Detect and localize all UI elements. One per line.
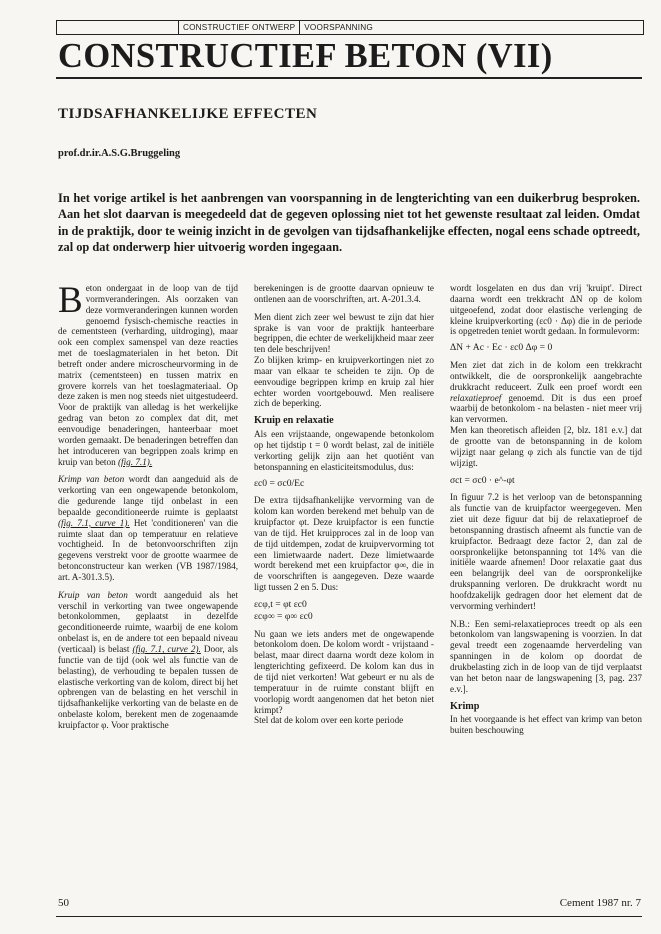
paragraph: De extra tijdsafhankelijke vervorming van de kolom kan worden berekend met behulp van de kruipfactor φt. Deze kruipfactor is een functie van de tijd. Het kruipproces zal in de loop van de tijd uitdempen, zodat de kruipvervorming tot een limietwaarde nadert. Deze limietwaarde wordt berekend met een kruipfactor φ∞, die in de voorschriften is aangegeven. Deze waarde ligt tussen 2 en 5. Dus: [254, 495, 434, 593]
paragraph: Men dient zich zeer wel bewust te zijn dat hier sprake is van voor de praktijk hanteerbare begrippen, die echter de werkelijkheid maar zeer ten dele beschrijven! [254, 311, 434, 355]
kruip-paragraph [58, 590, 238, 731]
section-heading-kruip-en-relaxatie: Kruip en relaxatie [254, 415, 334, 427]
paragraph: In figuur 7.2 is het verloop van de betonspanning als functie van de kruipfactor weergegeven. Men ziet uit deze figuur dat bij de relaxatieproef de betonspanning drastisch afneemt als functie van de kruipfactor. Bedraagt deze factor 2, dan zal de oorspronkelijke betonspanning tot 14% van die initiële waarde afnemen! Door relaxatie gaat dus een belangrijk deel van de oorspronkelijke drukspanning verloren. De drukkracht wordt nu hoofdzakelijk gedragen door het element dat de vervorming verhindert! [450, 492, 642, 611]
text-column-2 [254, 283, 434, 733]
figure-reference: (fig. 7.1, curve 2). [132, 644, 201, 654]
running-header [56, 20, 644, 35]
kruip-text-a: wordt aangeduid als het verschil in verkorting van twee ongewapende betonkolommen, geplaatst in dezelfde geconditioneerde ruimte, waarbij de ene kolom onbelast is, en de andere tot een bepaald niveau (verticaal) is belast [58, 589, 238, 654]
lead-paragraph: In het vorige artikel is het aanbrengen van voorspanning in de lengterichting van een duikerbrug besproken. Aan het slot daarvan is meegedeeld dat de gegeven oplossing niet tot het gewenste resultaat zal leiden. Omdat in de praktijk, door te weinig inzicht in de gevolgen van tijdsafhankelijke effecten, nogal eens schade optreedt, zal op dat onderwerp hier uitvoerig worden ingegaan. [58, 191, 640, 255]
figure-reference: (fig. 7.1). [117, 456, 153, 467]
journal-issue: Cement 1987 nr. 7 [559, 897, 641, 909]
title-rule [56, 77, 642, 79]
term-relaxatieproef: relaxatieproef [450, 392, 502, 403]
krimp-text-a: wordt dan aangeduid als de verkorting van een ongewapende betonkolom, die gedurende lange tijd onbelast in een bepaalde geconditioneerde ruimte is geplaatst [58, 474, 238, 517]
text-column-3 [450, 283, 642, 743]
article-title: CONSTRUCTIEF BETON (VII) [58, 37, 553, 75]
paragraph: Stel dat de kolom over een korte periode [254, 715, 404, 726]
krimp-text-b: Het 'conditioneren' van die ruimte slaat dan op temperatuur en relatieve vochtigheid. In de betonvoorschriften zijn gegevens verstrekt voor de grootte waarmee de betonconstructeur kan werken (VB 1987/1984, art. A-301.3.5). [58, 517, 238, 582]
paragraph: In het voorgaande is het effect van krimp van beton buiten beschouwing [450, 714, 642, 736]
section-heading-krimp: Krimp [450, 700, 480, 712]
figure-reference: (fig. 7.1, curve 1). [58, 517, 130, 528]
term-kruip: Kruip van beton [58, 589, 128, 600]
relaxatie-paragraph [450, 360, 642, 425]
author-byline: prof.dr.ir.A.S.G.Bruggeling [58, 148, 181, 159]
paragraph: Als een vrijstaande, ongewapende betonkolom op het tijdstip t = 0 wordt belast, zal de initiële verkorting gelijk zijn aan het quotiënt van betonspanning en elasticiteitsmodulus, dus: [254, 429, 434, 472]
paragraph: Zo blijken krimp- en kruipverkortingen niet zo maar van elkaar te scheiden te zijn. Op de eenvoudige begrippen krimp en kruip zal hier echter worden voortgebouwd. Men realisere zich de beperking. [254, 355, 434, 409]
note-paragraph: N.B.: Een semi-relaxatieproces treedt op als een betonkolom van langswapening is voorzien. In dat geval treedt een zogenaamde herverdeling van spanningen in de kolom op doordat de drukbelasting zich in de loop van de tijd verplaatst van het beton naar de langswapening [3, pag. 237 e.v.]. [450, 618, 642, 694]
formula-creep-strain-limit: εcφ∞ = φ∞ εc0 [254, 610, 313, 622]
paragraph: Men kan theoretisch afleiden [2, blz. 181 e.v.] dat de grootte van de betonspanning in de kolom wijzigt naar gelang φ zich als functie van de tijd wijzigt. [450, 425, 642, 468]
paragraph: berekeningen is de grootte daarvan opnieuw te ontlenen aan de voorschriften, art. A-201.3.4. [254, 283, 434, 304]
footer-rule [56, 916, 642, 917]
header-section-constructief-ontwerp: CONSTRUCTIEF ONTWERP [179, 21, 300, 34]
relaxatie-text-a: Men ziet dat zich in de kolom een trekkracht ontwikkelt, die de oorspronkelijk aangebrachte drukkracht reduceert. Zulk een proef wordt een [450, 360, 642, 392]
term-krimp: Krimp van beton [58, 474, 125, 485]
formula-creep-strain-t: εcφ,t = φt εc0 [254, 598, 307, 610]
relaxatie-text-b: genoemd. Dit is dus een proef waarbij de betonkolom - na belasten - niet meer vrij kan vervormen. [450, 392, 642, 425]
intro-text: eton ondergaat in de loop van de tijd vormveranderingen. Als oorzaken van deze vormveranderingen kunnen worden genoemd fysisch-chemische reacties in de cementsteen (verharding, uitdroging), maar ook een complex samenspel van deze reacties met de toeslagmaterialen in het beton. Dit betreft onder andere microscheurvorming in de matrix (cementsteen) en tussen matrix en grovere korrels van het toeslagmateriaal. Op deze zaken is men nog steeds niet uitgestudeerd. Voor de praktijk van alledag is het werkelijke gedrag van beton zo complex dat dit, met eenvoudige benaderingen, hanteerbaar moet worden gemaakt. De benaderingen betreffen dan het introduceren van begrippen zoals krimp en kruip van beton [58, 283, 238, 467]
krimp-paragraph [58, 474, 238, 582]
text-column-1 [58, 280, 238, 738]
page-number: 50 [58, 897, 69, 909]
formula-initial-strain: εc0 = σc0/Ec [254, 477, 305, 489]
paragraph: wordt losgelaten en dus dan vrij 'kruipt'. Direct daarna wordt een trekkracht ΔN op de kolom uitgeoefend, zodat door elastische verlenging de kleine kruipverkorting (εc0 · Δφ) die in de periode is opgetreden teniet wordt gedaan. In formulevorm: [450, 283, 642, 337]
header-spacer [57, 21, 179, 34]
kruip-text-b: Door, als functie van de tijd (ook wel als functie van de belasting), de verhouding te bepalen tussen de elastische verkorting van de kolom, direct bij het opbrengen van de belasting en het verschil in tijdsafhankelijke verkorting van de belaste en de onbelaste kolom, berekent men de zogenaamde kruipfactor φ. Voor praktische [58, 644, 238, 730]
drop-cap: B [58, 280, 83, 321]
intro-paragraph [58, 280, 238, 467]
paragraph: Nu gaan we iets anders met de ongewapende betonkolom doen. De kolom wordt - vrijstaand - belast, maar direct daarna wordt deze kolom in lengterichting gefixeerd. De kolom kan dus in de tijd niet verkorten! Wat gebeurt er nu als de temperatuur in de ruimte constant blijft en voorlopig wordt aangenomen dat het beton niet krimpt? [254, 628, 434, 715]
header-section-voorspanning: VOORSPANNING [304, 23, 373, 32]
formula-force-balance: ΔN + Ac · Ec · εc0 Δφ = 0 [450, 342, 553, 354]
article-subtitle: TIJDSAFHANKELIJKE EFFECTEN [58, 106, 318, 122]
formula-stress-relaxation: σct = σc0 · e^-φt [450, 474, 515, 486]
